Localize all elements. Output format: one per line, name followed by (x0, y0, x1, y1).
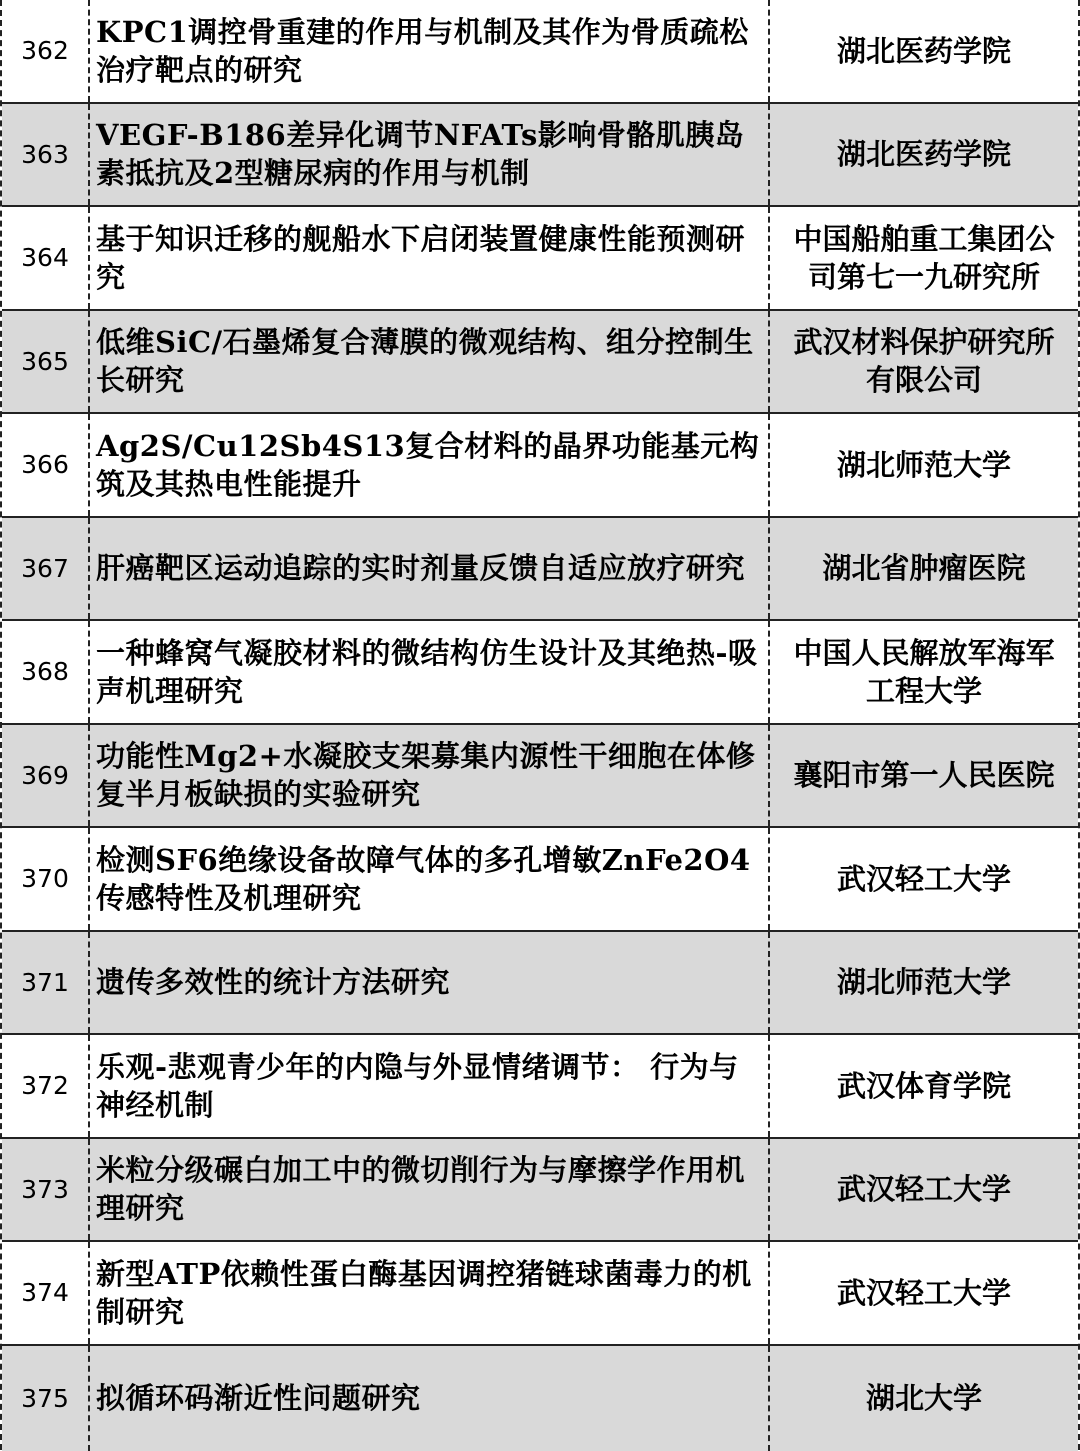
project-title: 遗传多效性的统计方法研究 (90, 932, 770, 1034)
institution: 武汉体育学院 (836, 1068, 1011, 1103)
row-number: 375 (2, 1346, 90, 1451)
project-title: 肝癌靶区运动追踪的实时剂量反馈自适应放疗研究 (90, 518, 770, 620)
project-title: 检测SF6绝缘设备故障气体的多孔增敏ZnFe2O4传感特性及机理研究 (90, 828, 770, 930)
project-title: 新型ATP依赖性蛋白酶基因调控猪链球菌毒力的机制研究 (90, 1242, 770, 1344)
row-number: 374 (2, 1242, 90, 1344)
institution: 武汉轻工大学 (836, 861, 1011, 896)
row-number: 367 (2, 518, 90, 620)
project-title: KPC1调控骨重建的作用与机制及其作为骨质疏松治疗靶点的研究 (90, 0, 770, 102)
table-row (2, 207, 1078, 311)
institution: 湖北医药学院 (836, 137, 1011, 172)
institution: 湖北大学 (865, 1381, 982, 1415)
project-title: VEGF-B186差异化调节NFATs影响骨骼肌胰岛素抵抗及2型糖尿病的作用与机制 (90, 104, 770, 206)
row-number: 372 (2, 1035, 90, 1137)
project-title: 一种蜂窝气凝胶材料的微结构仿生设计及其绝热-吸声机理研究 (90, 621, 770, 723)
table-row (2, 414, 1078, 518)
institution: 襄阳市第一人民医院 (793, 758, 1055, 793)
institution: 湖北师范大学 (836, 965, 1011, 1000)
row-number: 373 (2, 1139, 90, 1241)
table-row (2, 725, 1078, 829)
row-number: 363 (2, 104, 90, 206)
institution: 湖北师范大学 (836, 447, 1011, 482)
table-row (2, 1242, 1078, 1346)
institution: 湖北医药学院 (836, 33, 1011, 68)
institution: 武汉材料保护研究所有限公司 (793, 325, 1055, 398)
table-row (2, 828, 1078, 932)
row-number: 365 (2, 311, 90, 413)
institution: 湖北省肿瘤医院 (822, 551, 1026, 586)
project-title: Ag2S/Cu12Sb4S13复合材料的晶界功能基元构筑及其热电性能提升 (90, 414, 770, 516)
row-number: 364 (2, 207, 90, 309)
row-number: 370 (2, 828, 90, 930)
table-row (2, 1139, 1078, 1243)
institution: 武汉轻工大学 (836, 1275, 1011, 1310)
table-row (2, 104, 1078, 208)
institution: 中国人民解放军海军工程大学 (793, 635, 1055, 708)
project-title: 功能性Mg2+水凝胶支架募集内源性干细胞在体修复半月板缺损的实验研究 (90, 725, 770, 827)
table-row (2, 518, 1078, 622)
table-row (2, 621, 1078, 725)
row-number: 366 (2, 414, 90, 516)
row-number: 368 (2, 621, 90, 723)
row-number: 369 (2, 725, 90, 827)
row-number: 371 (2, 932, 90, 1034)
table-row (2, 1346, 1078, 1451)
project-title: 拟循环码渐近性问题研究 (90, 1346, 770, 1451)
table-row (2, 932, 1078, 1036)
institution: 中国船舶重工集团公司第七一九研究所 (793, 221, 1055, 294)
table-row (2, 311, 1078, 415)
table-row (2, 0, 1078, 104)
project-title: 乐观-悲观青少年的内隐与外显情绪调节： 行为与神经机制 (90, 1035, 770, 1137)
row-number: 362 (2, 0, 90, 102)
project-title: 低维SiC/石墨烯复合薄膜的微观结构、组分控制生长研究 (90, 311, 770, 413)
project-title: 基于知识迁移的舰船水下启闭装置健康性能预测研究 (90, 207, 770, 309)
project-title: 米粒分级碾白加工中的微切削行为与摩擦学作用机理研究 (90, 1139, 770, 1241)
table-row (2, 1035, 1078, 1139)
institution: 武汉轻工大学 (836, 1172, 1011, 1207)
